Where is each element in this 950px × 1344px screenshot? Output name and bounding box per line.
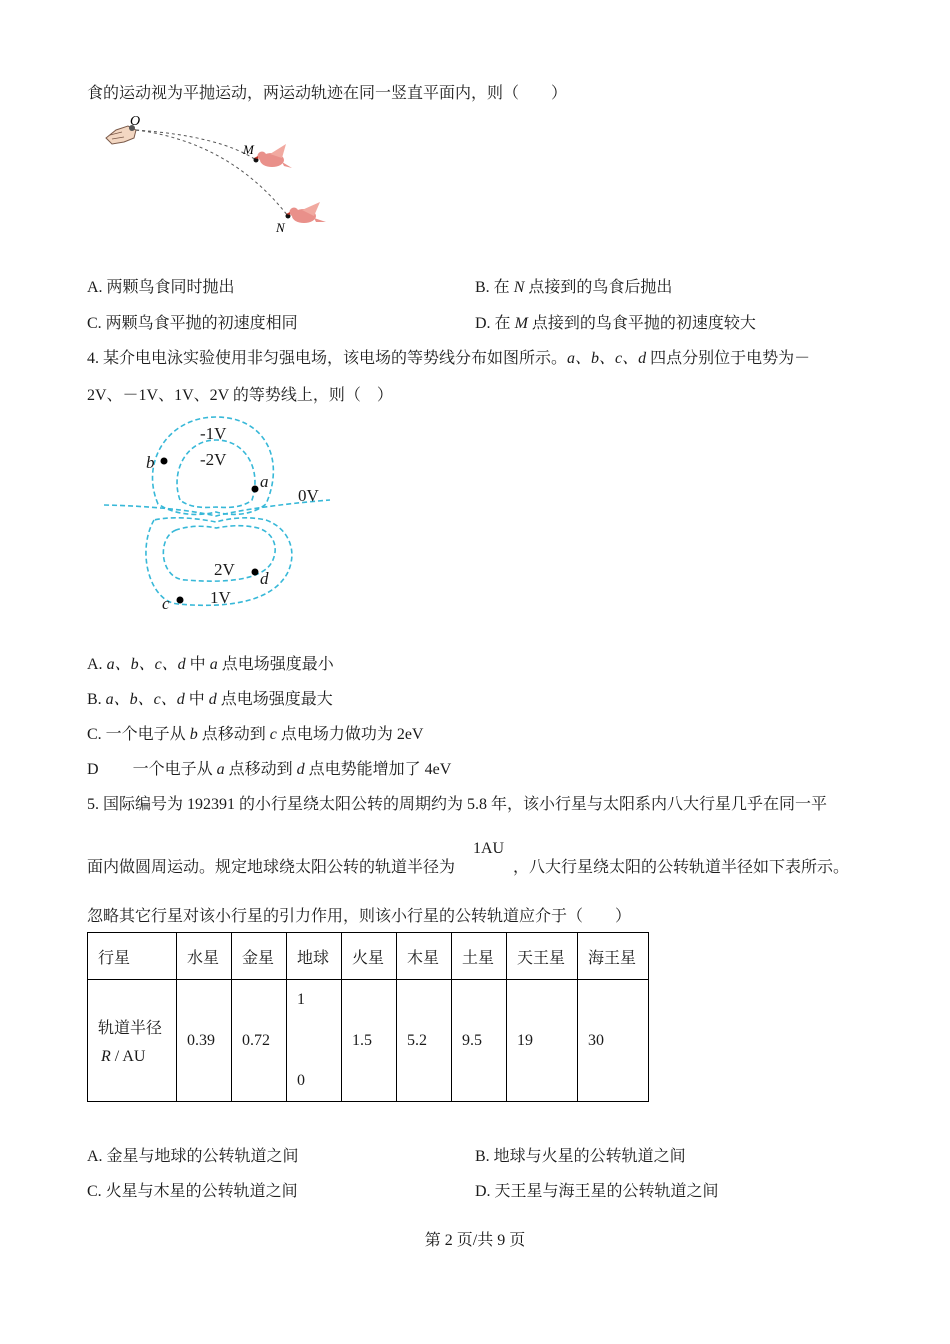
q3-stem-tail: 食的运动视为平抛运动，两运动轨迹在同一竖直平面内，则（ ） [87,85,568,102]
label-1v: 1V [210,588,231,607]
q5-option-a: A. 金星与地球的公转轨道之间 [87,1148,299,1165]
table-cell: 海王星 [578,933,649,980]
q4-figure [100,412,340,616]
table-header-row [88,933,649,980]
bird-icon [286,202,326,223]
table-cell: 0.39 [177,980,232,1102]
table-row-label: 轨道半径 R / AU [88,980,177,1102]
table-cell: 火星 [342,933,397,980]
table-cell: 30 [578,980,649,1102]
bird-icon [254,144,292,168]
table-cell: 木星 [397,933,452,980]
q3-figure [100,108,340,240]
label-0v: 0V [298,486,319,505]
q3-option-b: B. 在 N 点接到的鸟食后抛出 [475,279,673,296]
table-cell: 19 [507,980,578,1102]
trajectory-n [136,130,288,216]
q4-stem-line1: 4. 某介电电泳实验使用非匀强电场，该电场的等势线分布如图所示。a、b、c、d 四点分别位于电势为－ [87,350,811,367]
point-b [161,458,168,465]
point-a [252,486,259,493]
label-a: a [260,472,269,491]
planet-orbit-table [87,932,649,1102]
label-o: O [130,114,141,129]
table-cell: 5.2 [397,980,452,1102]
table-cell: 天王星 [507,933,578,980]
point-d [252,569,259,576]
table-cell: 土星 [452,933,507,980]
q5-stem-line2: 面内做圆周运动。规定地球绕太阳公转的轨道半径为 ，八大行星绕太阳的公转轨道半径如下表所示。 [87,859,850,876]
table-cell-earth: 1 0 [287,980,342,1102]
label-minus2v: -2V [200,450,227,469]
table-cell: 9.5 [452,980,507,1102]
table-cell: 行星 [88,933,177,980]
label-minus1v: -1V [200,424,227,443]
au-unit: 1AU [473,840,505,857]
q4-stem-line2: 2V、－1V、1V、2V 的等势线上，则（ ） [87,387,393,404]
q3-option-a: A. 两颗鸟食同时抛出 [87,279,235,296]
label-m: M [243,142,254,157]
q3-option-c: C. 两颗鸟食平抛的初速度相同 [87,315,298,332]
table-cell: 地球 [287,933,342,980]
table-cell: 金星 [232,933,287,980]
label-2v: 2V [214,560,235,579]
q4-option-c: C. 一个电子从 b 点移动到 c 点电场力做功为 2eV [87,726,424,743]
table-cell: 水星 [177,933,232,980]
q5-stem-line3: 忽略其它行星对该小行星的引力作用，则该小行星的公转轨道应介于（ ） [87,908,632,925]
q4-option-b: B. a、b、c、d 中 d 点电场强度最大 [87,691,333,708]
label-c: c [162,594,170,613]
table-cell: 1.5 [342,980,397,1102]
q4-option-a: A. a、b、c、d 中 a 点电场强度最小 [87,656,334,673]
q5-option-b: B. 地球与火星的公转轨道之间 [475,1148,686,1165]
equipotential-0v [104,500,330,516]
label-b: b [146,453,155,472]
q5-option-c: C. 火星与木星的公转轨道之间 [87,1183,298,1200]
table-row [88,980,649,1102]
label-n: N [276,220,285,235]
page-footer: 第 2 页/共 9 页 [424,1232,526,1249]
point-c [177,597,184,604]
q5-stem-line1: 5. 国际编号为 192391 的小行星绕太阳公转的周期约为 5.8 年，该小行星与太阳系内八大行星几乎在同一平 [87,796,828,813]
label-d: d [260,569,269,588]
q4-option-d: D 一个电子从 a 点移动到 d 点电势能增加了 4eV [87,761,452,778]
table-cell: 0.72 [232,980,287,1102]
q5-option-d: D. 天王星与海王星的公转轨道之间 [475,1183,719,1200]
q3-option-d: D. 在 M 点接到的鸟食平抛的初速度较大 [475,315,756,332]
